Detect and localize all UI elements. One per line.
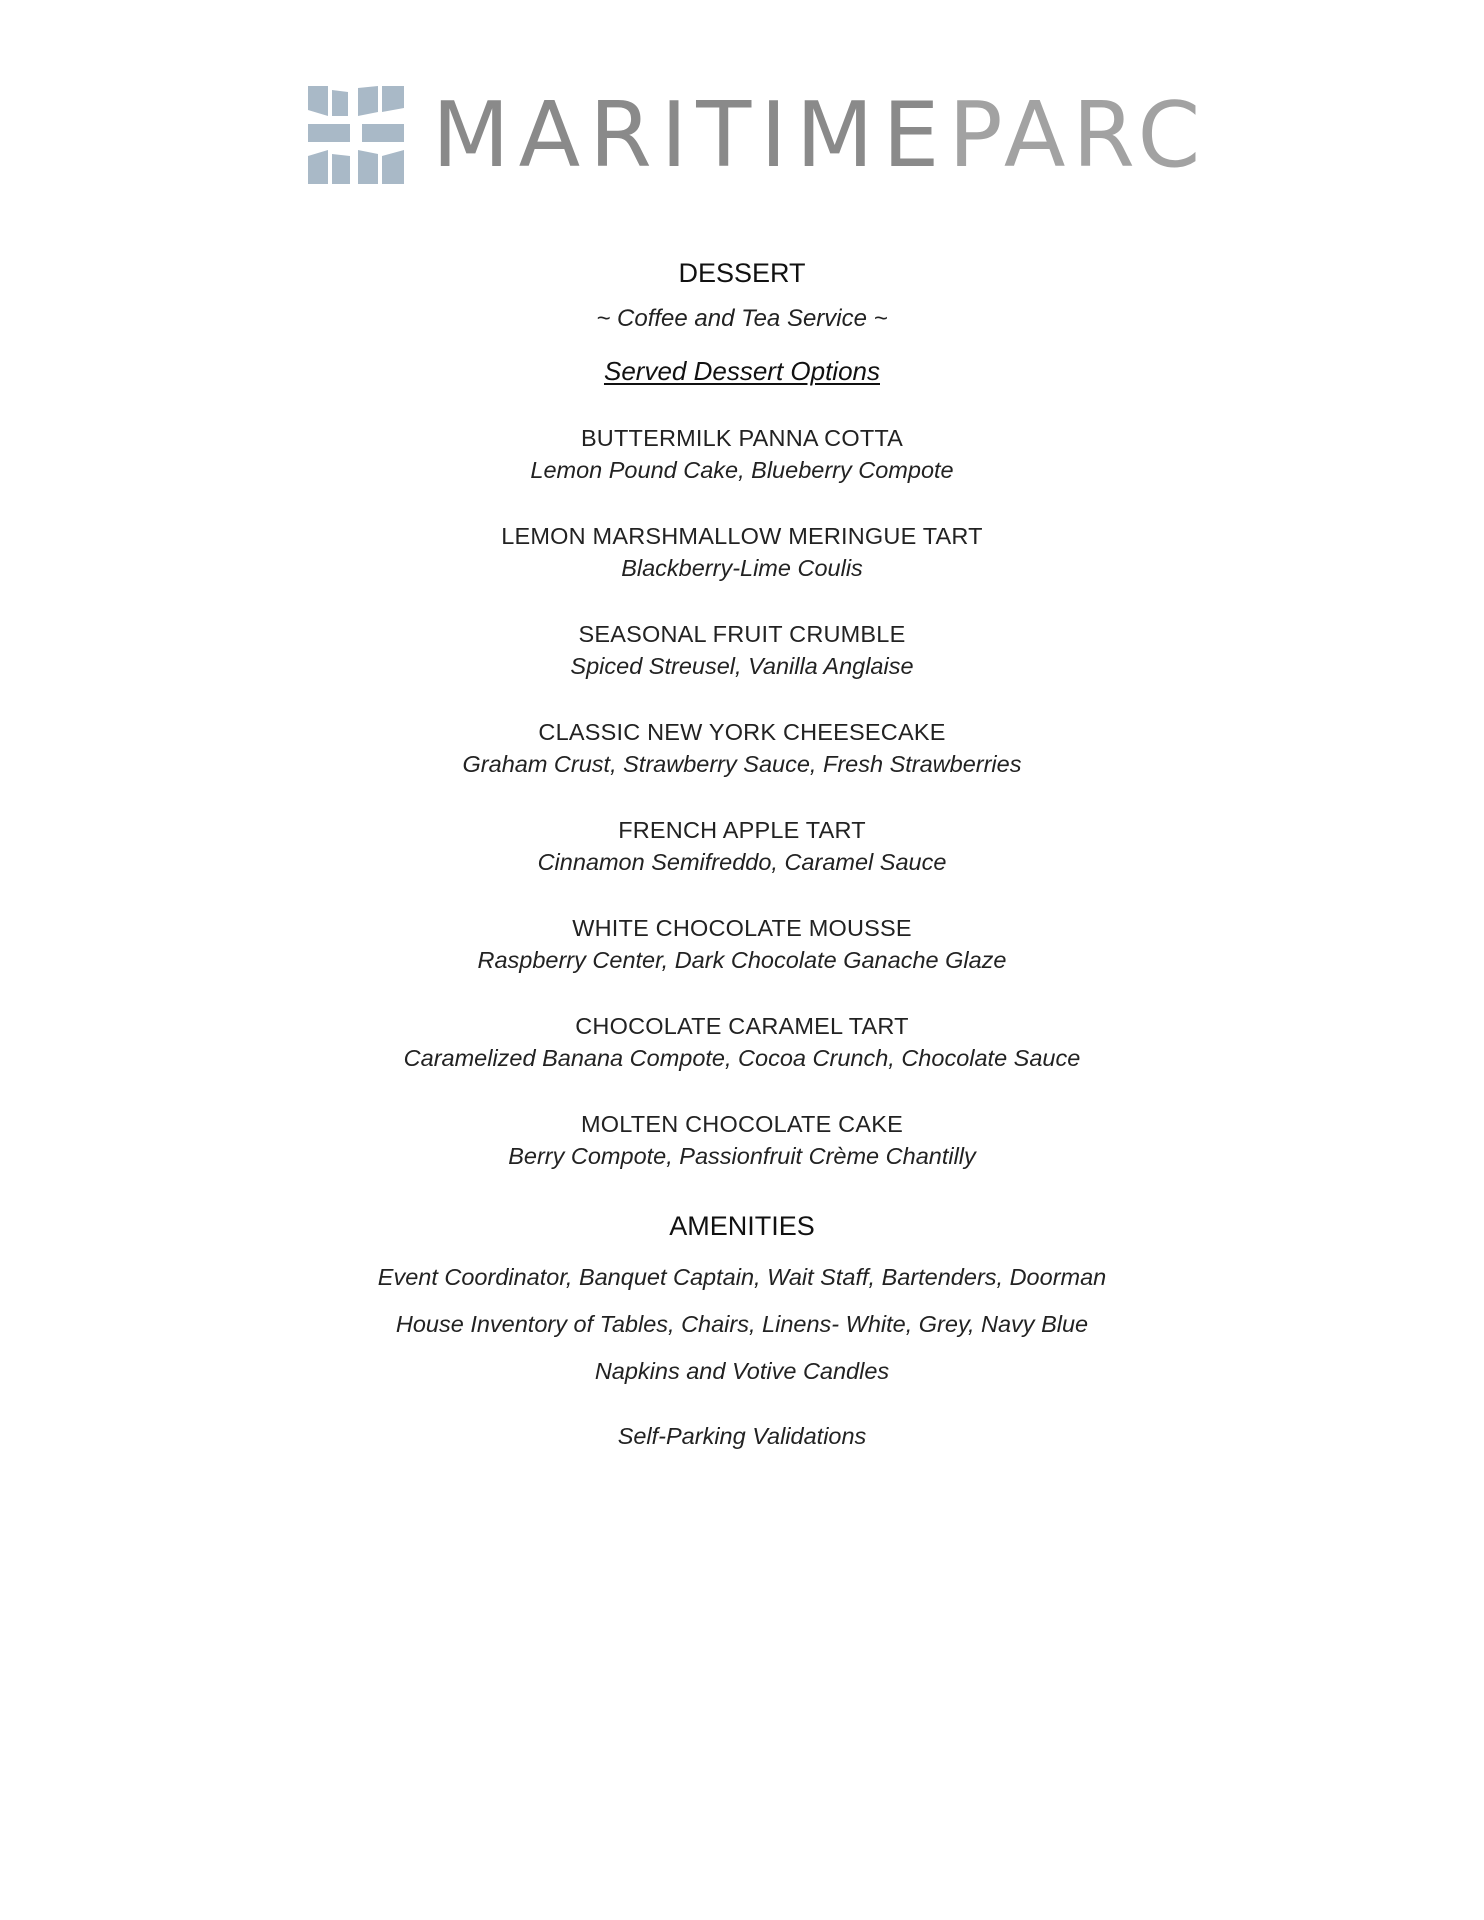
dessert-item <box>0 1108 1484 1172</box>
dessert-item <box>0 814 1484 878</box>
logo-word-primary: MARITIME <box>432 83 949 188</box>
dessert-name: FRENCH APPLE TART <box>618 817 866 843</box>
dessert-name: SEASONAL FRUIT CRUMBLE <box>578 621 906 647</box>
logo-mark-icon <box>308 86 404 184</box>
dessert-title: DESSERT <box>678 258 806 288</box>
dessert-description: Blackberry-Lime Coulis <box>621 555 863 581</box>
amenity-line: House Inventory of Tables, Chairs, Linens- White, Grey, Navy Blue <box>395 1311 1089 1337</box>
service-note: ~ Coffee and Tea Service ~ <box>596 305 888 332</box>
parking-note: Self-Parking Validations <box>617 1423 867 1449</box>
dessert-item <box>0 618 1484 682</box>
dessert-item <box>0 520 1484 584</box>
dessert-description: Graham Crust, Strawberry Sauce, Fresh Strawberries <box>462 751 1022 777</box>
dessert-description: Berry Compote, Passionfruit Crème Chantilly <box>508 1143 976 1169</box>
logo-wordmark <box>432 83 1208 188</box>
amenity-line: Event Coordinator, Banquet Captain, Wait Staff, Bartenders, Doorman <box>377 1264 1107 1290</box>
dessert-description: Lemon Pound Cake, Blueberry Compote <box>530 457 954 483</box>
dessert-item <box>0 716 1484 780</box>
dessert-description: Spiced Streusel, Vanilla Anglaise <box>570 653 914 679</box>
dessert-name: WHITE CHOCOLATE MOUSSE <box>572 915 912 941</box>
menu-content <box>0 250 1484 1452</box>
dessert-name: CHOCOLATE CARAMEL TART <box>575 1013 909 1039</box>
dessert-item <box>0 1010 1484 1074</box>
amenity-line: Napkins and Votive Candles <box>594 1358 890 1384</box>
options-heading: Served Dessert Options <box>603 356 880 386</box>
dessert-name: MOLTEN CHOCOLATE CAKE <box>581 1111 903 1137</box>
logo-word-secondary: PARC <box>948 83 1208 188</box>
dessert-description: Cinnamon Semifreddo, Caramel Sauce <box>537 849 947 875</box>
dessert-description: Caramelized Banana Compote, Cocoa Crunch, Chocolate Sauce <box>403 1045 1081 1071</box>
dessert-name: BUTTERMILK PANNA COTTA <box>580 425 904 451</box>
amenities-title: AMENITIES <box>669 1211 815 1241</box>
maritime-parc-logo <box>308 83 1208 188</box>
dessert-name: LEMON MARSHMALLOW MERINGUE TART <box>501 523 983 549</box>
dessert-name: CLASSIC NEW YORK CHEESECAKE <box>538 719 946 745</box>
dessert-item <box>0 912 1484 976</box>
dessert-item <box>0 422 1484 486</box>
dessert-description: Raspberry Center, Dark Chocolate Ganache Glaze <box>477 947 1007 973</box>
dessert-list <box>0 422 1484 1172</box>
